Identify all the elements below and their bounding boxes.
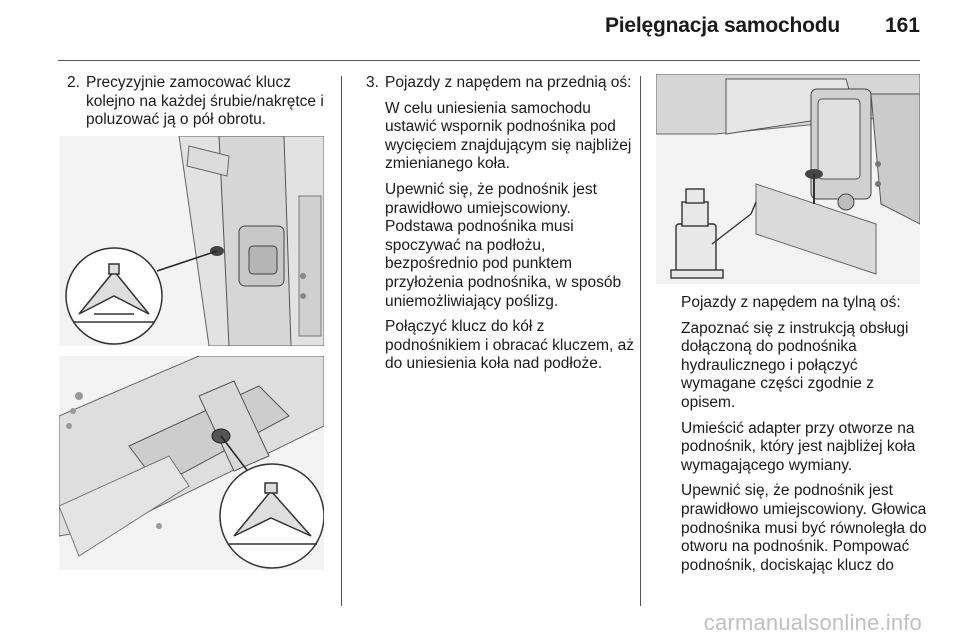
paragraph: Pojazdy z napędem na tylną oś: [681,294,901,311]
step-2-text [67,74,338,130]
paragraph: Umieścić adapter przy otworze na podnośnik, który jest najbliżej koła wymagającego wymiany. [681,419,916,474]
column-divider-1 [341,76,342,606]
step-3-number: 3. [366,74,379,91]
page-number: 161 [884,14,920,37]
step-2-number: 2. [67,74,80,91]
step-3-heading: Pojazdy z napędem na przednią oś: [385,74,632,91]
paragraph: Upewnić się, że podnośnik jest prawidłowo umiejscowiony. Głowica podnośnika musi być równoległa do otworu na podnośnik. Pompować podnośnik, dociskając klucz do [681,482,927,574]
jack-placement-illustration [59,136,324,346]
paragraph: Upewnić się, że podnośnik jest prawidłowo umiejscowiony. Podstawa podnośnika musi spoczywać na podłożu, bezpośrednio pod punktem przyłożenia podnośnika, w sposób uniemożliwiający poślizg. [385,180,622,310]
watermark: carmanualsonline.info [703,610,922,635]
header-rule [58,60,920,61]
hydraulic-jack-illustration [656,74,920,284]
section-title: Pielęgnacja samochodu [604,14,840,37]
step-2-instruction: Precyzyjnie zamocować klucz kolejno na każdej śrubie/nakrętce i poluzować ją o pół obrotu. [86,74,324,129]
paragraph: Zapoznać się z instrukcją obsługi dołączoną do podnośnika hydraulicznego i połączyć wymagane części zgodnie z opisem. [681,319,909,411]
underbody-jack-illustration [59,356,324,570]
step-3-text [366,74,637,381]
paragraph: W celu uniesienia samochodu ustawić wspornik podnośnika pod wycięciem znajdującym się najbliżej zmienianego koła. [385,99,632,173]
paragraph: Połączyć klucz do kół z podnośnikiem i obracać kluczem, aż do uniesienia koła nad podłoże. [385,318,634,373]
column-divider-2 [640,76,641,606]
rear-wheel-drive-text [681,294,929,582]
